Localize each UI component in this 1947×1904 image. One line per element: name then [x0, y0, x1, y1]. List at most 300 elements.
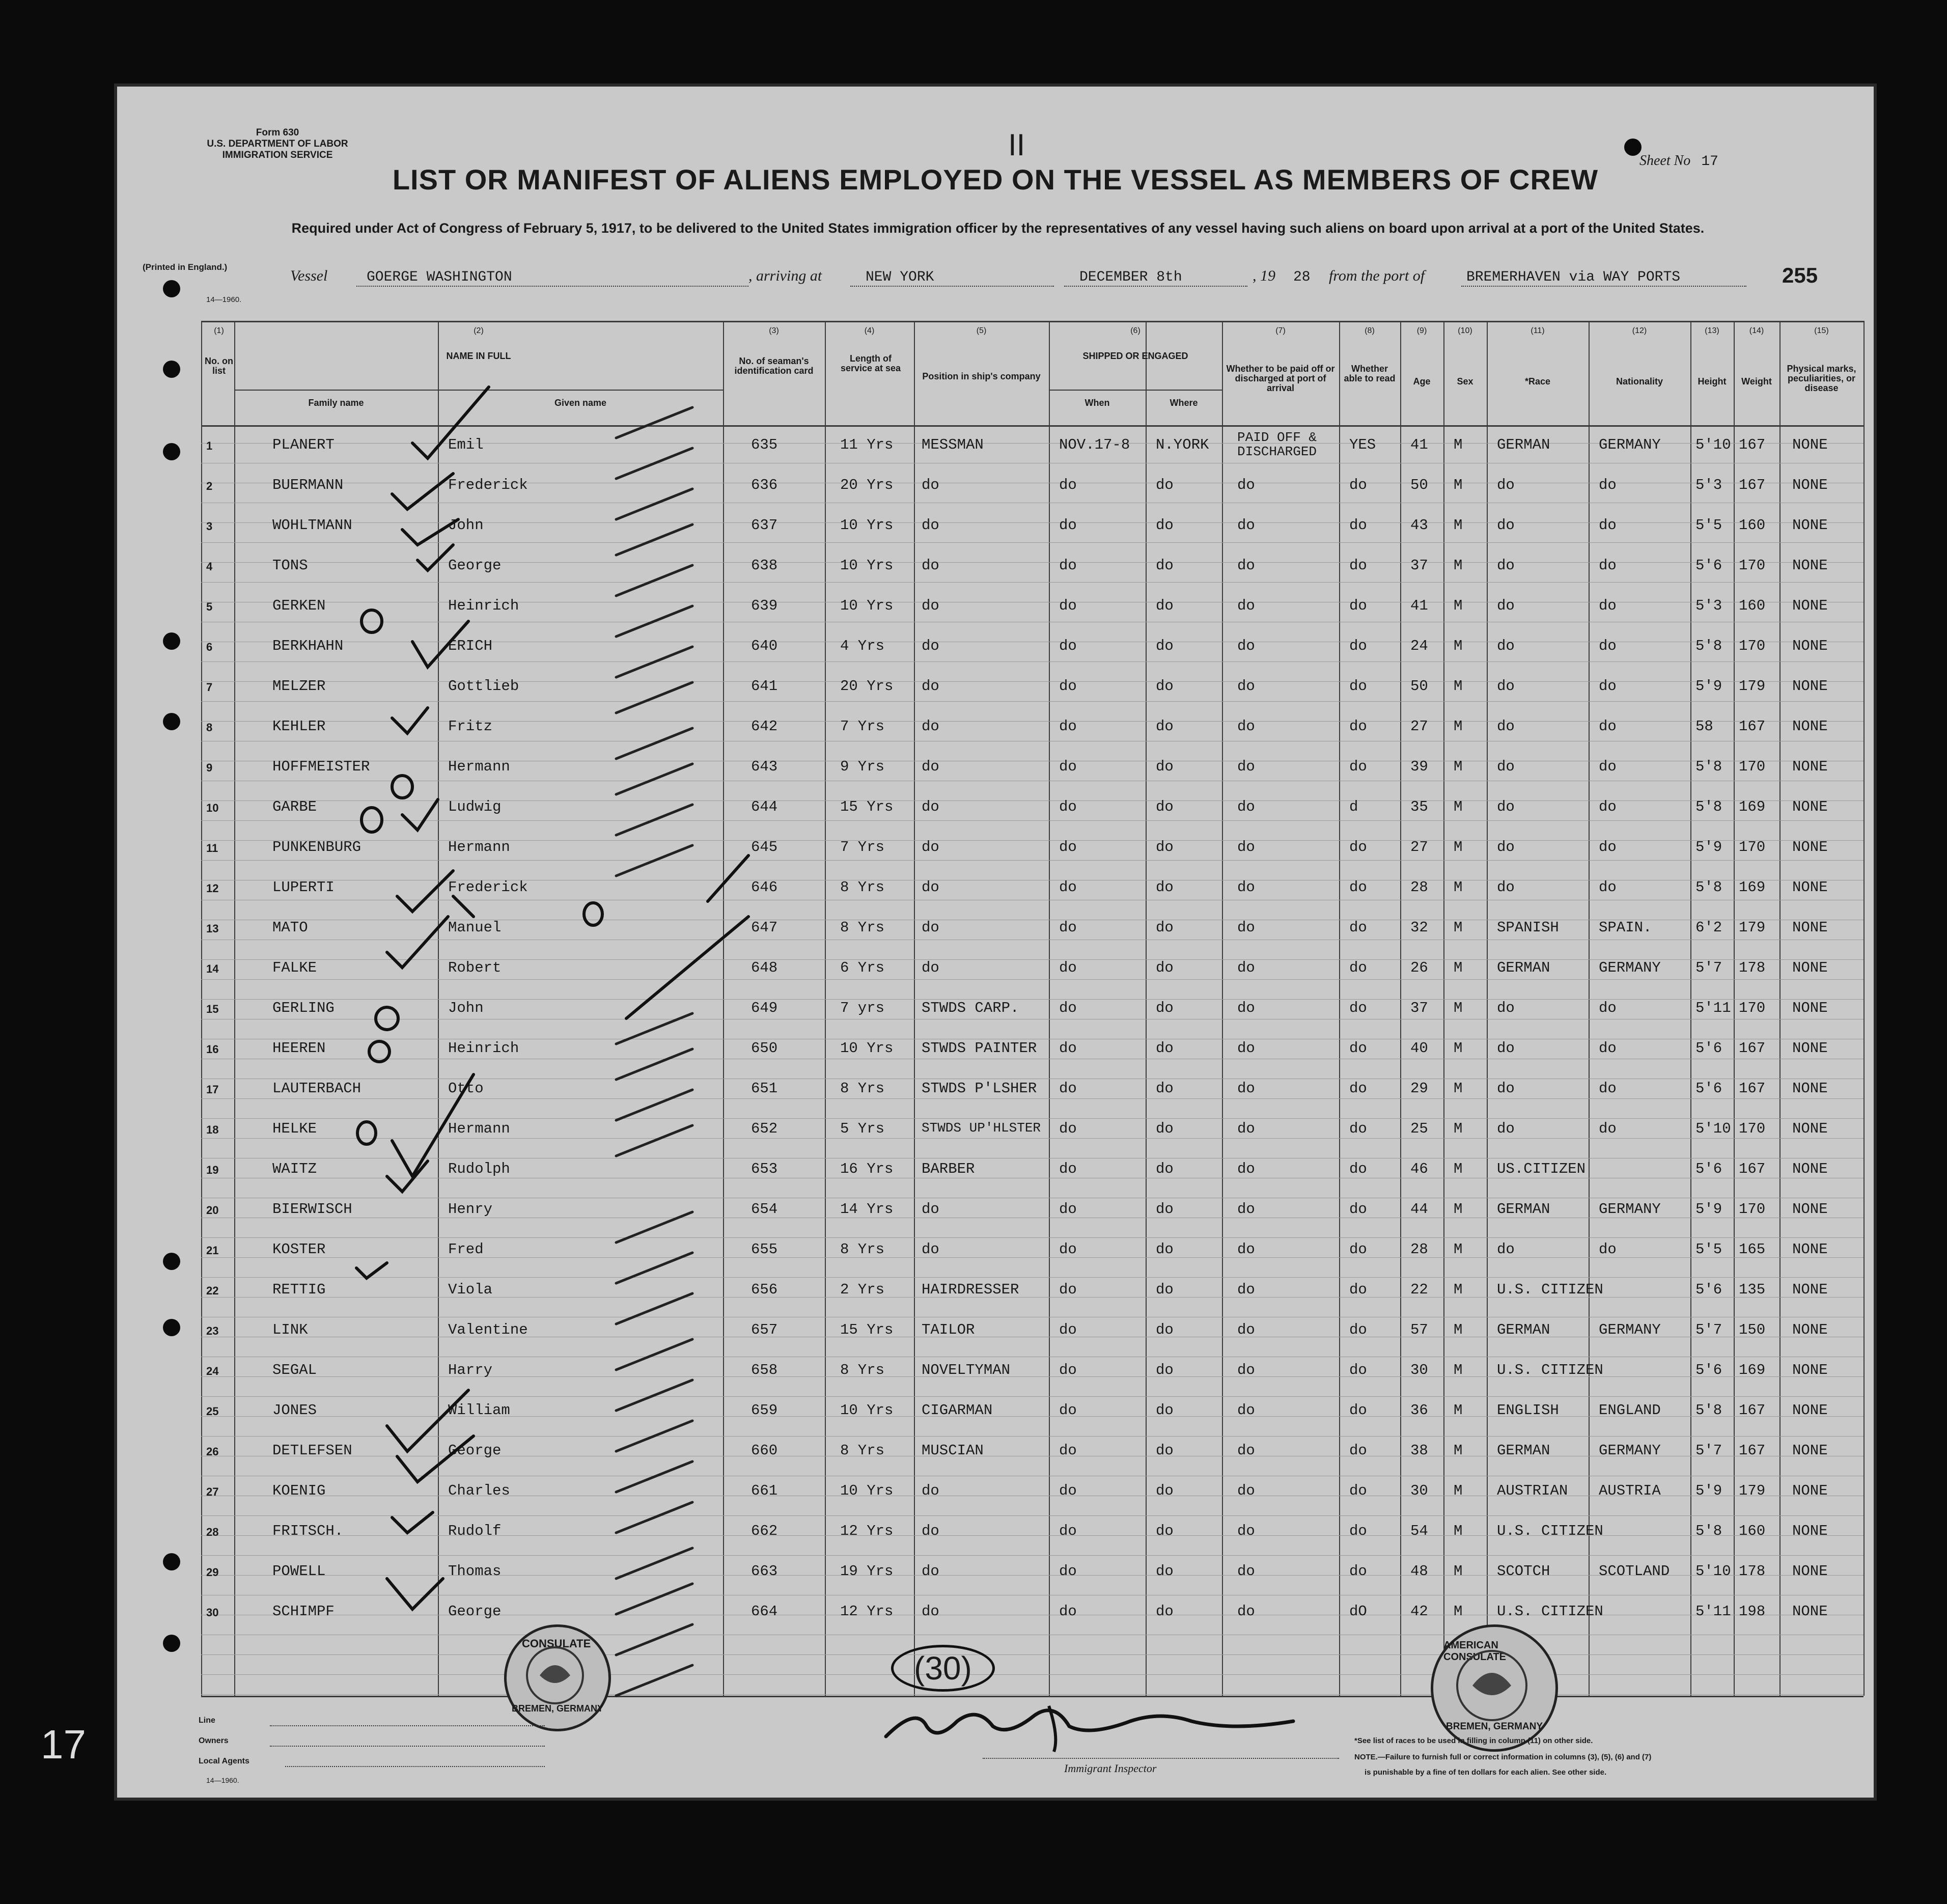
total-count-annotation: (30): [891, 1645, 995, 1692]
cell-given: Manuel: [448, 919, 502, 936]
col-number: (15): [1814, 326, 1829, 335]
cell-weight: 167: [1739, 436, 1766, 453]
cell-sex: M: [1454, 879, 1463, 896]
cell-sex: M: [1454, 557, 1463, 574]
cell-age: 43: [1410, 517, 1428, 534]
col-number: (6): [1130, 326, 1141, 335]
cell-where: do: [1156, 1080, 1174, 1097]
cell-given: ERICH: [448, 638, 493, 654]
cell-nationality: GERMANY: [1599, 1321, 1661, 1338]
cell-read: do: [1349, 1402, 1367, 1419]
cell-family: RETTIG: [272, 1281, 326, 1298]
cell-nationality: do: [1599, 839, 1617, 856]
cell-paid: do: [1237, 1442, 1255, 1459]
col-header-height: Height: [1698, 376, 1727, 387]
cell-card: 655: [751, 1241, 778, 1258]
cell-no: 1: [206, 439, 213, 452]
cell-paid: do: [1237, 1402, 1255, 1419]
cell-service: 10 Yrs: [840, 1402, 894, 1419]
cell-position: STWDS UP'HLSTER: [922, 1120, 1041, 1136]
cell-weight: 167: [1739, 477, 1766, 493]
cell-given: Fritz: [448, 718, 493, 735]
cell-card: 641: [751, 678, 778, 695]
cell-card: 642: [751, 718, 778, 735]
col-number: (2): [474, 326, 484, 335]
cell-service: 9 Yrs: [840, 758, 885, 775]
consulate-seal-left: [504, 1624, 611, 1731]
cell-race: U.S. CITIZEN: [1497, 1362, 1603, 1378]
cell-age: 27: [1410, 718, 1428, 735]
cell-race: do: [1497, 1241, 1515, 1258]
cell-family: SEGAL: [272, 1362, 317, 1378]
cell-weight: 165: [1739, 1241, 1766, 1258]
cell-no: 7: [206, 681, 213, 694]
cell-given: John: [448, 1000, 484, 1016]
cell-sex: M: [1454, 1080, 1463, 1097]
cell-marks: NONE: [1792, 1241, 1828, 1258]
cell-age: 41: [1410, 436, 1428, 453]
arriving-label: , arriving at: [748, 267, 822, 284]
cell-when: do: [1059, 477, 1077, 493]
cell-age: 48: [1410, 1563, 1428, 1580]
cell-when: do: [1059, 1563, 1077, 1580]
cell-when: do: [1059, 839, 1077, 856]
cell-sex: M: [1454, 1402, 1463, 1419]
cell-nationality: do: [1599, 557, 1617, 574]
cell-sex: M: [1454, 1040, 1463, 1057]
cell-weight: 167: [1739, 1161, 1766, 1177]
cell-age: 46: [1410, 1161, 1428, 1177]
check-mark: [392, 1512, 433, 1533]
cell-read: do: [1349, 1281, 1367, 1298]
cell-weight: 179: [1739, 919, 1766, 936]
cell-when: do: [1059, 638, 1077, 654]
cell-no: 30: [206, 1606, 219, 1619]
card-tick-marks: [616, 407, 692, 1696]
cell-where: do: [1156, 1161, 1174, 1177]
cell-marks: NONE: [1792, 798, 1828, 815]
cell-given: William: [448, 1402, 510, 1419]
cell-read: do: [1349, 1321, 1367, 1338]
cell-age: 30: [1410, 1362, 1428, 1378]
cell-weight: 167: [1739, 1080, 1766, 1097]
cell-read: dO: [1349, 1603, 1367, 1620]
cell-service: 15 Yrs: [840, 1321, 894, 1338]
col-number: (12): [1632, 326, 1647, 335]
cell-when: do: [1059, 959, 1077, 976]
cell-no: 26: [206, 1445, 219, 1458]
cell-paid: do: [1237, 1241, 1255, 1258]
cell-when: NOV.17-8: [1059, 436, 1130, 453]
col-header-position: Position in ship's company: [922, 371, 1041, 381]
cell-no: 12: [206, 882, 219, 895]
cell-weight: 169: [1739, 1362, 1766, 1378]
cell-no: 4: [206, 560, 213, 573]
cell-nationality: do: [1599, 638, 1617, 654]
cell-service: 4 Yrs: [840, 638, 885, 654]
cell-card: 640: [751, 638, 778, 654]
cell-race: U.S. CITIZEN: [1497, 1523, 1603, 1539]
cell-race: GERMAN: [1497, 959, 1550, 976]
cell-service: 14 Yrs: [840, 1201, 894, 1218]
inspector-label: Immigrant Inspector: [1064, 1762, 1157, 1775]
year-prefix: , 19: [1253, 267, 1275, 284]
cell-read: do: [1349, 678, 1367, 695]
cell-nationality: do: [1599, 798, 1617, 815]
cell-age: 22: [1410, 1281, 1428, 1298]
cell-sex: M: [1454, 959, 1463, 976]
cell-weight: 179: [1739, 678, 1766, 695]
col-header-name: NAME IN FULL: [446, 351, 511, 361]
cell-nationality: do: [1599, 718, 1617, 735]
cell-marks: NONE: [1792, 1281, 1828, 1298]
cell-where: do: [1156, 1000, 1174, 1016]
cell-where: do: [1156, 1563, 1174, 1580]
cell-when: do: [1059, 1080, 1077, 1097]
cell-family: PLANERT: [272, 436, 335, 453]
col-header-shipped: SHIPPED OR ENGAGED: [1082, 351, 1188, 361]
cell-given: George: [448, 1603, 502, 1620]
cell-service: 8 Yrs: [840, 919, 885, 936]
cell-age: 28: [1410, 879, 1428, 896]
cell-service: 10 Yrs: [840, 1040, 894, 1057]
cell-when: do: [1059, 1482, 1077, 1499]
col-number: (1): [214, 326, 224, 335]
cell-position: do: [922, 1603, 939, 1620]
cell-card: 657: [751, 1321, 778, 1338]
cell-service: 16 Yrs: [840, 1161, 894, 1177]
cell-family: DETLEFSEN: [272, 1442, 352, 1459]
printed-in-note: (Printed in England.): [143, 262, 228, 272]
cell-when: do: [1059, 517, 1077, 534]
cell-position: do: [922, 1563, 939, 1580]
cell-when: do: [1059, 597, 1077, 614]
cell-height: 5'5: [1695, 1241, 1722, 1258]
cell-service: 11 Yrs: [840, 436, 894, 453]
cell-sex: M: [1454, 919, 1463, 936]
cell-service: 8 Yrs: [840, 1080, 885, 1097]
cell-nationality: GERMANY: [1599, 959, 1661, 976]
cell-no: 23: [206, 1324, 219, 1337]
cell-where: do: [1156, 1523, 1174, 1539]
cell-position: NOVELTYMAN: [922, 1362, 1011, 1378]
cell-given: Heinrich: [448, 597, 519, 614]
cell-height: 5'7: [1695, 959, 1722, 976]
cell-given: John: [448, 517, 484, 534]
cell-service: 7 yrs: [840, 1000, 885, 1016]
col-header-no: No. on list: [205, 356, 233, 376]
cell-paid: do: [1237, 839, 1255, 856]
cell-race: AUSTRIAN: [1497, 1482, 1568, 1499]
cell-card: 663: [751, 1563, 778, 1580]
cell-read: do: [1349, 1241, 1367, 1258]
cell-read: do: [1349, 1362, 1367, 1378]
cell-height: 5'9: [1695, 839, 1722, 856]
check-mark: [392, 708, 428, 733]
cell-paid: do: [1237, 638, 1255, 654]
check-mark: [397, 1436, 474, 1482]
col-header-family-name: Family name: [308, 398, 364, 408]
page-title: LIST OR MANIFEST OF ALIENS EMPLOYED ON THE VESSEL AS MEMBERS OF CREW: [392, 163, 1599, 196]
cell-position: STWDS PAINTER: [922, 1040, 1037, 1057]
cell-read: do: [1349, 1563, 1367, 1580]
cell-race: do: [1497, 1080, 1515, 1097]
col-number: (4): [864, 326, 875, 335]
cell-position: CIGARMAN: [922, 1402, 993, 1419]
vessel-name: GOERGE WASHINGTON: [367, 269, 512, 285]
cell-nationality: do: [1599, 1080, 1617, 1097]
cell-nationality: do: [1599, 758, 1617, 775]
cell-marks: NONE: [1792, 1000, 1828, 1016]
cell-race: do: [1497, 839, 1515, 856]
cell-height: 5'10: [1695, 1120, 1731, 1137]
cell-weight: 150: [1739, 1321, 1766, 1338]
check-mark: [418, 545, 453, 570]
cell-when: do: [1059, 718, 1077, 735]
cell-sex: M: [1454, 798, 1463, 815]
cell-sex: M: [1454, 517, 1463, 534]
circle-mark: [361, 808, 382, 832]
seal-text: CONSULATE: [522, 1637, 591, 1650]
cell-service: 10 Yrs: [840, 517, 894, 534]
cell-service: 7 Yrs: [840, 839, 885, 856]
cell-read: do: [1349, 1080, 1367, 1097]
cell-position: do: [922, 1523, 939, 1539]
cell-marks: NONE: [1792, 1402, 1828, 1419]
eagle-emblem: [504, 1624, 606, 1726]
cell-height: 5'3: [1695, 597, 1722, 614]
cell-no: 17: [206, 1083, 219, 1096]
cell-height: 5'6: [1695, 557, 1722, 574]
cell-sex: M: [1454, 718, 1463, 735]
check-mark: [387, 1390, 468, 1451]
cell-paid: do: [1237, 1281, 1255, 1298]
cell-height: 5'6: [1695, 1040, 1722, 1057]
cell-paid: do: [1237, 1523, 1255, 1539]
cell-where: do: [1156, 1120, 1174, 1137]
page-subtitle: Required under Act of Congress of February 5, 1917, to be delivered to the United States immigration officer by the representatives of any vessel having such aliens on board upon arrival at a port of the United States.: [291, 220, 1705, 236]
cell-service: 10 Yrs: [840, 597, 894, 614]
cell-when: do: [1059, 1321, 1077, 1338]
col-header-nationality: Nationality: [1616, 376, 1663, 387]
cell-height: 5'6: [1695, 1080, 1722, 1097]
cell-family: GERKEN: [272, 597, 326, 614]
line-label: Line: [199, 1716, 215, 1725]
check-mark: [412, 621, 468, 667]
cell-read: do: [1349, 597, 1367, 614]
cell-read: do: [1349, 959, 1367, 976]
cell-service: 10 Yrs: [840, 1482, 894, 1499]
cell-race: do: [1497, 517, 1515, 534]
check-mark: [453, 896, 474, 917]
cell-read: do: [1349, 557, 1367, 574]
col-header-sex: Sex: [1457, 376, 1473, 387]
cell-position: do: [922, 597, 939, 614]
cell-position: do: [922, 638, 939, 654]
cell-height: 58: [1695, 718, 1713, 735]
cell-weight: 160: [1739, 517, 1766, 534]
cell-card: 635: [751, 436, 778, 453]
cell-paid: do: [1237, 1201, 1255, 1218]
cell-card: 643: [751, 758, 778, 775]
cell-race: do: [1497, 879, 1515, 896]
cell-no: 2: [206, 480, 213, 492]
cell-family: KOSTER: [272, 1241, 326, 1258]
cell-when: do: [1059, 1201, 1077, 1218]
cell-sex: M: [1454, 1241, 1463, 1258]
col-number: (8): [1365, 326, 1375, 335]
cell-paid: do: [1237, 1482, 1255, 1499]
cell-where: do: [1156, 1321, 1174, 1338]
cell-when: do: [1059, 1000, 1077, 1016]
cell-marks: NONE: [1792, 1362, 1828, 1378]
cell-marks: NONE: [1792, 879, 1828, 896]
cell-no: 14: [206, 962, 219, 975]
cell-family: TONS: [272, 557, 308, 574]
cell-nationality: GERMANY: [1599, 1201, 1661, 1218]
cell-race: do: [1497, 1120, 1515, 1137]
cell-weight: 160: [1739, 597, 1766, 614]
sheet-value: 17: [1701, 154, 1718, 170]
cell-no: 24: [206, 1365, 219, 1377]
cell-age: 25: [1410, 1120, 1428, 1137]
cell-nationality: do: [1599, 1040, 1617, 1057]
cell-read: do: [1349, 1000, 1367, 1016]
cell-card: 653: [751, 1161, 778, 1177]
cell-age: 42: [1410, 1603, 1428, 1620]
cell-height: 5'8: [1695, 758, 1722, 775]
col-header-card: No. of seaman's identification card: [734, 356, 814, 376]
cell-position: MESSMAN: [922, 436, 984, 453]
cell-marks: NONE: [1792, 1120, 1828, 1137]
cell-weight: 169: [1739, 798, 1766, 815]
check-mark: [626, 917, 748, 1018]
cell-paid: do: [1237, 678, 1255, 695]
arrival-port: NEW YORK: [866, 269, 934, 285]
cell-sex: M: [1454, 1321, 1463, 1338]
cell-marks: NONE: [1792, 1563, 1828, 1580]
cell-position: do: [922, 678, 939, 695]
col-header-service: Length of service at sea: [840, 353, 901, 373]
cell-no: 19: [206, 1164, 219, 1176]
cell-paid: do: [1237, 1362, 1255, 1378]
cell-read: do: [1349, 1161, 1367, 1177]
cell-family: FRITSCH.: [272, 1523, 344, 1539]
cell-height: 5'11: [1695, 1603, 1731, 1620]
cell-card: 662: [751, 1523, 778, 1539]
cell-card: 649: [751, 1000, 778, 1016]
cell-position: STWDS CARP.: [922, 1000, 1019, 1016]
cell-age: 38: [1410, 1442, 1428, 1459]
cell-sex: M: [1454, 1563, 1463, 1580]
cell-when: do: [1059, 879, 1077, 896]
cell-race: SPANISH: [1497, 919, 1559, 936]
cell-height: 5'10: [1695, 1563, 1731, 1580]
cell-family: MATO: [272, 919, 308, 936]
cell-no: 13: [206, 922, 219, 935]
circle-mark: [361, 610, 382, 632]
cell-where: do: [1156, 1442, 1174, 1459]
cell-weight: 170: [1739, 1201, 1766, 1218]
col-number: (5): [976, 326, 987, 335]
cell-weight: 170: [1739, 557, 1766, 574]
cell-marks: NONE: [1792, 1603, 1828, 1620]
cell-family: BIERWISCH: [272, 1201, 352, 1218]
cell-height: 5'8: [1695, 879, 1722, 896]
cell-race: GERMAN: [1497, 1201, 1550, 1218]
cell-given: Robert: [448, 959, 502, 976]
cell-card: 651: [751, 1080, 778, 1097]
cell-paid: do: [1237, 1563, 1255, 1580]
cell-family: KEHLER: [272, 718, 326, 735]
cell-weight: 178: [1739, 959, 1766, 976]
check-mark: [402, 799, 438, 830]
cell-sex: M: [1454, 1000, 1463, 1016]
cell-given: Henry: [448, 1201, 493, 1218]
cell-sex: M: [1454, 758, 1463, 775]
cell-marks: NONE: [1792, 959, 1828, 976]
cell-weight: 178: [1739, 1563, 1766, 1580]
cell-sex: M: [1454, 597, 1463, 614]
cell-nationality: GERMANY: [1599, 1442, 1661, 1459]
cell-read: do: [1349, 1523, 1367, 1539]
cell-given: Rudolph: [448, 1161, 510, 1177]
cell-height: 5'7: [1695, 1321, 1722, 1338]
cell-race: ENGLISH: [1497, 1402, 1559, 1419]
cell-position: do: [922, 839, 939, 856]
circle-mark: [376, 1007, 398, 1030]
cell-where: do: [1156, 678, 1174, 695]
cell-age: 54: [1410, 1523, 1428, 1539]
cell-when: do: [1059, 1241, 1077, 1258]
cell-when: do: [1059, 1362, 1077, 1378]
cell-family: KOENIG: [272, 1482, 326, 1499]
cell-no: 9: [206, 761, 213, 774]
cell-height: 5'9: [1695, 1482, 1722, 1499]
cell-card: 645: [751, 839, 778, 856]
cell-no: 3: [206, 520, 213, 533]
cell-marks: NONE: [1792, 1201, 1828, 1218]
footnote-penalty: NOTE.—Failure to furnish full or correct information in columns (3), (5), (6) and (7): [1354, 1753, 1652, 1761]
cell-no: 10: [206, 802, 219, 814]
cell-weight: 170: [1739, 638, 1766, 654]
cell-position: do: [922, 1201, 939, 1218]
cell-family: POWELL: [272, 1563, 326, 1580]
departure-port: BREMERHAVEN via WAY PORTS: [1466, 269, 1681, 285]
cell-family: PUNKENBURG: [272, 839, 361, 856]
cell-nationality: SCOTLAND: [1599, 1563, 1670, 1580]
cell-height: 5'8: [1695, 1523, 1722, 1539]
cell-when: do: [1059, 678, 1077, 695]
cell-where: do: [1156, 638, 1174, 654]
cell-card: 636: [751, 477, 778, 493]
col-header-paid: Whether to be paid off or discharged at port of arrival: [1226, 364, 1335, 393]
corner-note: 17: [41, 1722, 86, 1767]
cell-sex: M: [1454, 1281, 1463, 1298]
cell-nationality: GERMANY: [1599, 436, 1661, 453]
arrival-date: DECEMBER 8th: [1079, 269, 1182, 285]
cell-service: 20 Yrs: [840, 477, 894, 493]
cell-weight: 135: [1739, 1281, 1766, 1298]
cell-family: SCHIMPF: [272, 1603, 335, 1620]
cell-read: do: [1349, 1482, 1367, 1499]
col-header-weight: Weight: [1741, 376, 1772, 387]
cell-given: Hermann: [448, 839, 510, 856]
cell-when: do: [1059, 557, 1077, 574]
cell-read: do: [1349, 839, 1367, 856]
cell-read: do: [1349, 1442, 1367, 1459]
cell-weight: 167: [1739, 718, 1766, 735]
